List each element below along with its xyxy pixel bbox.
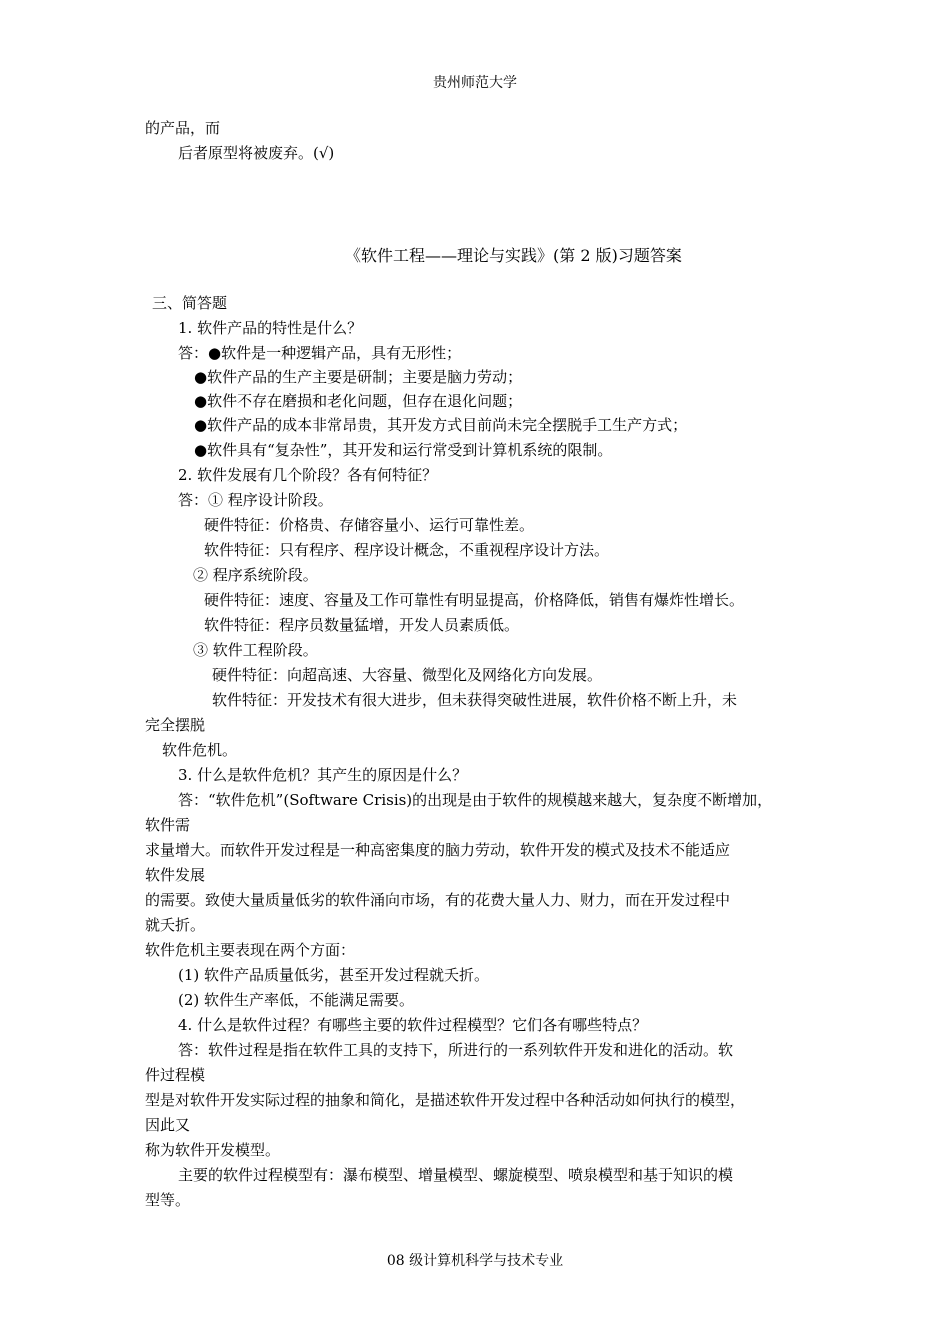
text-line: 后者原型将被废弃。(√) bbox=[178, 144, 335, 162]
answer-line: 件过程模 bbox=[145, 1066, 206, 1084]
answer-line: 主要的软件过程模型有：瀑布模型、增量模型、螺旋模型、喷泉模型和基于知识的模 bbox=[178, 1166, 734, 1184]
answer-line: 答：●软件是一种逻辑产品，具有无形性； bbox=[178, 344, 462, 362]
answer-line: ② 程序系统阶段。 bbox=[193, 566, 318, 584]
document-title: 《软件工程——理论与实践》(第 2 版)习题答案 bbox=[345, 246, 682, 265]
answer-line: 软件危机。 bbox=[162, 741, 238, 759]
answer-line: ●软件产品的成本非常昂贵，其开发方式目前尚未完全摆脱手工生产方式； bbox=[194, 416, 688, 434]
answer-line: 完全摆脱 bbox=[145, 716, 206, 734]
answer-line: 称为软件开发模型。 bbox=[145, 1141, 281, 1159]
answer-line: (2) 软件生产率低，不能满足需要。 bbox=[178, 991, 415, 1009]
answer-line: ③ 软件工程阶段。 bbox=[193, 641, 318, 659]
answer-line: 硬件特征：向超高速、大容量、微型化及网络化方向发展。 bbox=[212, 666, 603, 684]
answer-line: 答：“软件危机”(Software Crisis)的出现是由于软件的规模越来越大，复杂度不断增加， bbox=[178, 791, 773, 809]
answer-line: 因此又 bbox=[145, 1116, 191, 1134]
answer-line: 软件需 bbox=[145, 816, 191, 834]
question-2: 2. 软件发展有几个阶段？各有何特征？ bbox=[178, 466, 438, 484]
answer-line: (1) 软件产品质量低劣，甚至开发过程就夭折。 bbox=[178, 966, 490, 984]
answer-line: 软件特征：只有程序、程序设计概念，不重视程序设计方法。 bbox=[204, 541, 610, 559]
answer-line: 的需要。致使大量质量低劣的软件涌向市场，有的花费大量人力、财力，而在开发过程中 bbox=[145, 891, 731, 909]
answer-line: 软件发展 bbox=[145, 866, 206, 884]
answer-line: ●软件产品的生产主要是研制；主要是脑力劳动； bbox=[194, 368, 523, 386]
answer-line: ●软件不存在磨损和老化问题，但存在退化问题； bbox=[194, 392, 523, 410]
answer-line: 型是对软件开发实际过程的抽象和简化，是描述软件开发过程中各种活动如何执行的模型， bbox=[145, 1091, 746, 1109]
page-header: 贵州师范大学 bbox=[433, 75, 517, 91]
question-1: 1. 软件产品的特性是什么？ bbox=[178, 319, 363, 337]
page-footer: 08 级计算机科学与技术专业 bbox=[386, 1253, 564, 1269]
answer-line: 就夭折。 bbox=[145, 916, 206, 934]
answer-line: 软件危机主要表现在两个方面： bbox=[145, 941, 356, 959]
text-line: 的产品，而 bbox=[145, 119, 221, 137]
answer-line: 硬件特征：价格贵、存储容量小、运行可靠性差。 bbox=[204, 516, 535, 534]
answer-line: 软件特征：程序员数量猛增，开发人员素质低。 bbox=[204, 616, 520, 634]
answer-line: 软件特征：开发技术有很大进步，但未获得突破性进展，软件价格不断上升，未 bbox=[212, 691, 738, 709]
section-heading: 三、简答题 bbox=[152, 294, 228, 312]
answer-line: 求量增大。而软件开发过程是一种高密集度的脑力劳动，软件开发的模式及技术不能适应 bbox=[145, 841, 731, 859]
question-3: 3. 什么是软件危机？其产生的原因是什么？ bbox=[178, 766, 468, 784]
answer-line: 型等。 bbox=[145, 1191, 191, 1209]
answer-line: 硬件特征：速度、容量及工作可靠性有明显提高，价格降低，销售有爆炸性增长。 bbox=[204, 591, 745, 609]
answer-line: ●软件具有“复杂性”，其开发和运行常受到计算机系统的限制。 bbox=[194, 441, 613, 459]
answer-line: 答：软件过程是指在软件工具的支持下，所进行的一系列软件开发和进化的活动。软 bbox=[178, 1041, 734, 1059]
question-4: 4. 什么是软件过程？有哪些主要的软件过程模型？它们各有哪些特点？ bbox=[178, 1016, 648, 1034]
answer-line: 答：① 程序设计阶段。 bbox=[178, 491, 333, 509]
